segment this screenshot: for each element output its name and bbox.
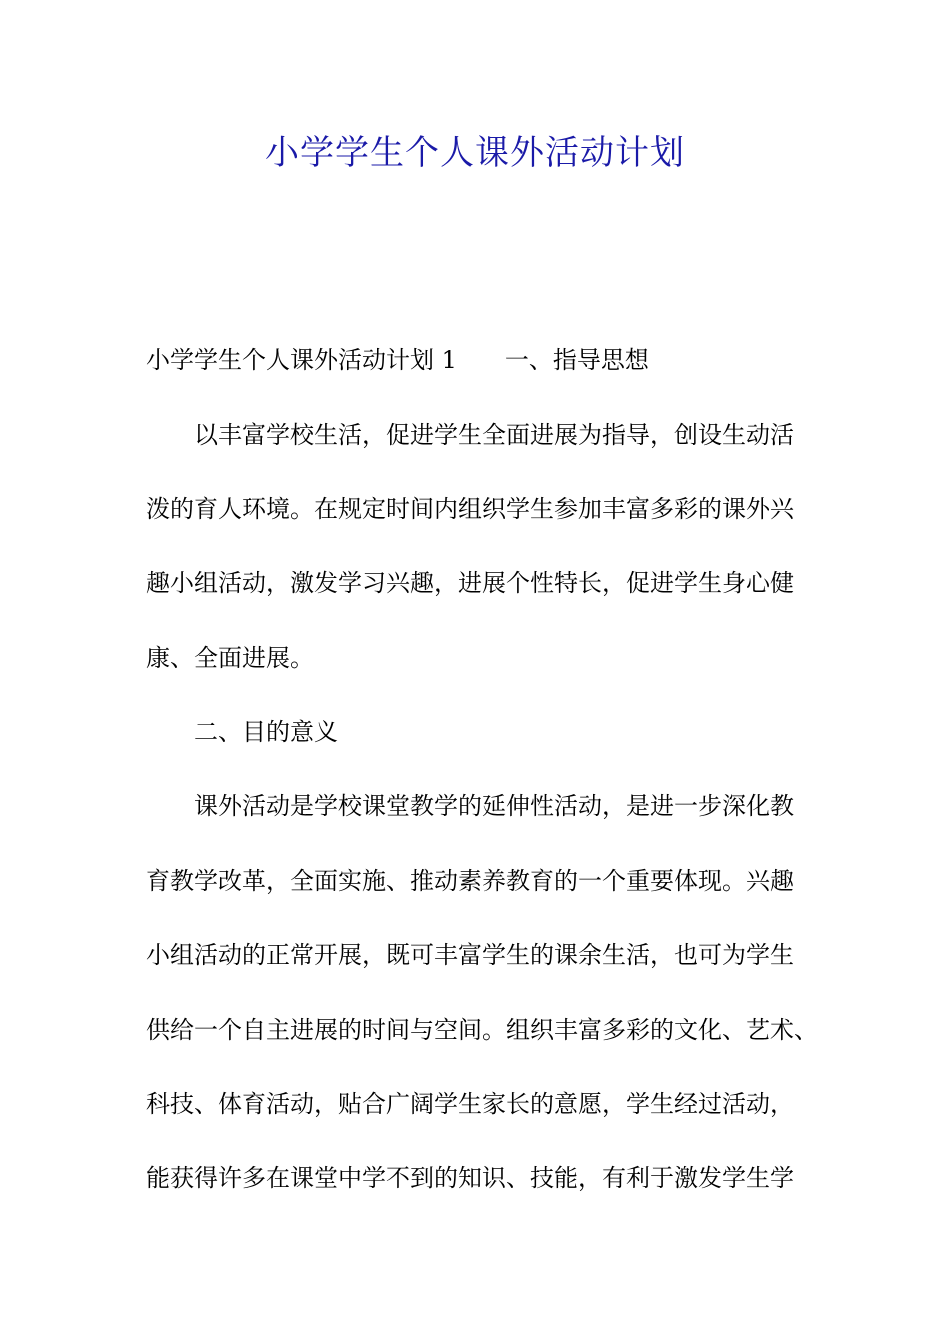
section-heading: 小学学生个人课外活动计划 1 xyxy=(146,346,457,374)
section-heading: 一、指导思想 xyxy=(504,346,649,374)
paragraph-line: 以丰富学校生活，促进学生全面进展为指导，创设生动活 xyxy=(194,421,794,449)
paragraph-line: 小组活动的正常开展，既可丰富学生的课余生活，也可为学生 xyxy=(146,941,794,969)
section-heading: 二、目的意义 xyxy=(194,718,338,746)
document-title: 小学学生个人课外活动计划 xyxy=(265,133,685,173)
paragraph-line: 泼的育人环境。在规定时间内组织学生参加丰富多彩的课外兴 xyxy=(146,495,794,523)
paragraph-line: 课外活动是学校课堂教学的延伸性活动，是进一步深化教 xyxy=(194,792,794,820)
paragraph-line: 趣小组活动，激发学习兴趣，进展个性特长，促进学生身心健 xyxy=(146,569,794,597)
paragraph-line: 能获得许多在课堂中学不到的知识、技能，有利于激发学生学 xyxy=(146,1164,794,1192)
paragraph-line: 康、全面进展。 xyxy=(146,644,314,672)
paragraph-line xyxy=(146,344,649,376)
paragraph-line: 育教学改革，全面实施、推动素养教育的一个重要体现。兴趣 xyxy=(146,867,794,895)
paragraph-line: 供给一个自主进展的时间与空间。组织丰富多彩的文化、艺术、 xyxy=(146,1016,818,1044)
paragraph-line: 科技、体育活动，贴合广阔学生家长的意愿，学生经过活动， xyxy=(146,1090,794,1118)
